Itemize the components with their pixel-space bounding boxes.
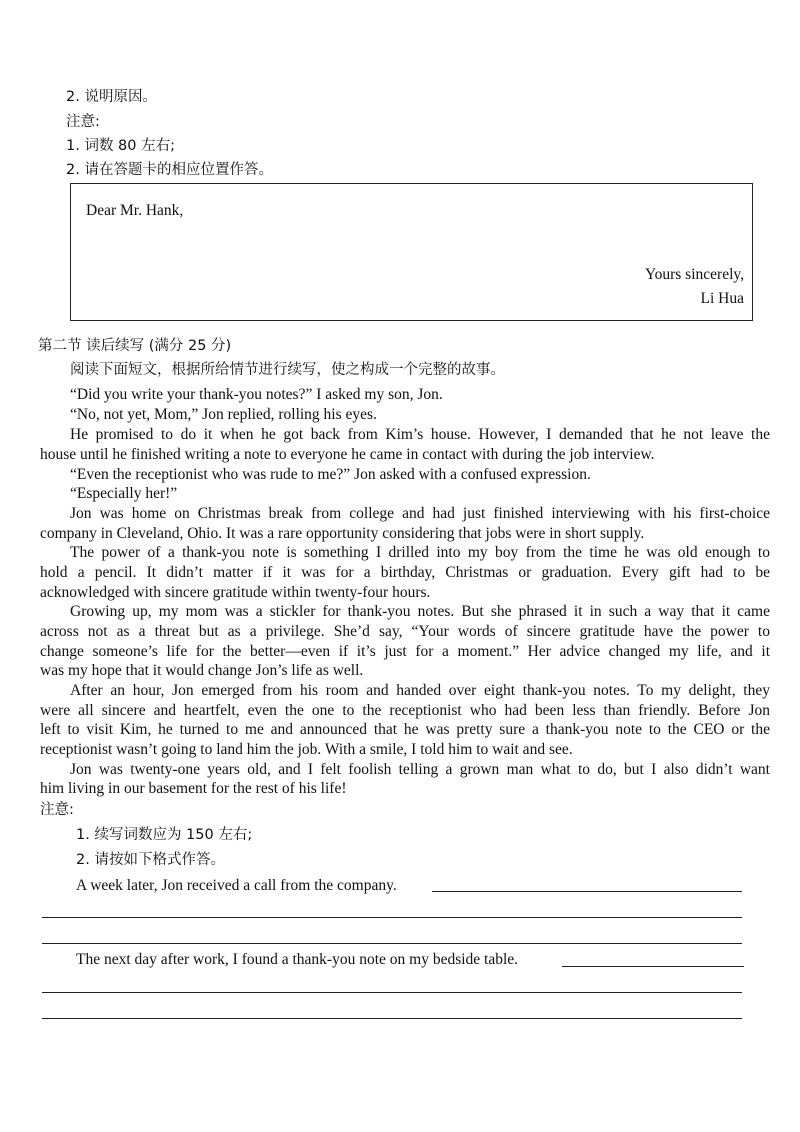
story-line: The power of a thank-you note is something I drilled into my boy from the time he was old enough to xyxy=(70,544,770,561)
story-line: him living in our basement for the rest of his life! xyxy=(40,780,347,797)
continuation-note-word-count: 1. 续写词数应为 150 左右; xyxy=(76,827,253,843)
continuation-prompt-1 xyxy=(76,876,397,896)
task-item-2: 2. 说明原因。 xyxy=(66,89,157,105)
answer-line[interactable] xyxy=(42,917,742,918)
letter-signature: Li Hua xyxy=(700,290,744,307)
story-line: company in Cleveland, Ohio. It was a rare opportunity considering that jobs were in short supply. xyxy=(40,525,645,542)
story-line: Jon was home on Christmas break from college and had just finished interviewing with his first-choice xyxy=(70,505,770,522)
story-line: left to visit Kim, he turned to me and announced that he was pretty sure a thank-you note to the CEO or the xyxy=(40,721,770,738)
story-line: house until he finished writing a note to everyone he came in contact with during the job interview. xyxy=(40,446,655,463)
story-line: “No, not yet, Mom,” Jon replied, rolling his eyes. xyxy=(70,406,377,423)
story-line: Growing up, my mom was a stickler for thank-you notes. But she phrased it in such a way that it came xyxy=(70,603,770,620)
answer-line[interactable] xyxy=(432,891,742,892)
answer-line[interactable] xyxy=(562,966,744,967)
prompt-2-text: The next day after work, I found a thank-you note on my bedside table. xyxy=(76,951,519,968)
story-line: receptionist wasn’t going to land him the job. With a smile, I told him to wait and see. xyxy=(40,741,573,758)
answer-line[interactable] xyxy=(42,943,742,944)
story-line: change someone’s life for the better—even if it’s just for a moment.” Her advice changed my life, and it xyxy=(40,643,770,660)
continuation-prompt-2 xyxy=(76,950,518,970)
story-line: “Did you write your thank-you notes?” I asked my son, Jon. xyxy=(70,386,443,403)
story-line: was my hope that it would change Jon’s life as well. xyxy=(40,662,364,679)
story-line: “Even the receptionist who was rude to me?” Jon asked with a confused expression. xyxy=(70,466,591,483)
story-line: hold a pencil. It didn’t matter if it was for a birthday, Christmas or graduation. Every gift had to be xyxy=(40,564,770,581)
continuation-note-label: 注意: xyxy=(40,802,74,818)
prompt-1-text: A week later, Jon received a call from the company. xyxy=(76,877,397,894)
note-answer-location: 2. 请在答题卡的相应位置作答。 xyxy=(66,162,273,178)
note-label: 注意: xyxy=(66,114,100,130)
section-heading: 第二节 读后续写 (满分 25 分) xyxy=(38,338,232,354)
section-instruction: 阅读下面短文，根据所给情节进行续写，使之构成一个完整的故事。 xyxy=(70,362,505,378)
letter-closing: Yours sincerely, xyxy=(644,266,744,283)
continuation-note-format: 2. 请按如下格式作答。 xyxy=(76,852,225,868)
answer-line[interactable] xyxy=(42,1018,742,1019)
story-line: “Especially her!” xyxy=(70,485,178,502)
story-line: Jon was twenty-one years old, and I felt foolish telling a grown man what to do, but I also didn’t want xyxy=(70,761,770,778)
letter-salutation: Dear Mr. Hank, xyxy=(86,202,184,219)
story-line: He promised to do it when he got back from Kim’s house. However, I demanded that he not leave the xyxy=(70,426,770,443)
story-line: After an hour, Jon emerged from his room and handed over eight thank-you notes. To my delight, they xyxy=(70,682,770,699)
story-line: acknowledged with sincere gratitude within twenty-four hours. xyxy=(40,584,431,601)
answer-line[interactable] xyxy=(42,992,742,993)
note-word-count: 1. 词数 80 左右; xyxy=(66,138,175,154)
story-line: across not as a threat but as a privilege. She’d say, “Your words of sincere gratitude have the power to xyxy=(40,623,770,640)
story-line: were all sincere and heartfelt, even the one to the receptionist who had been less than friendly. Before Jon xyxy=(40,702,770,719)
